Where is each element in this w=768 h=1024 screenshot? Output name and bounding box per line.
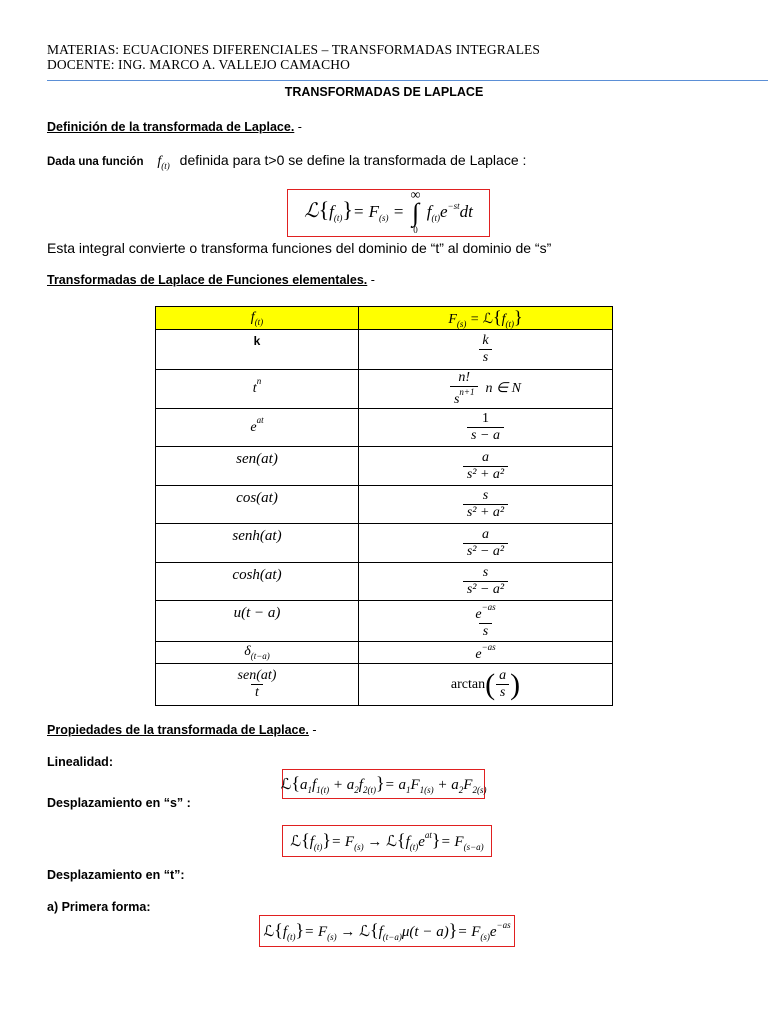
table-cell-F: $\frac{a}{\text{s² + a²}}$ — [359, 447, 613, 486]
table-cell-F: $\frac{s}{\text{s² + a²}}$ — [359, 486, 613, 524]
shift-t-formula: $ℒ\{f_{(t)}\}= F_{(s)}$ → $ℒ\{f_{(t-a)}\mu(t - a)\}= F_{(s)}e^{-as}$ — [263, 920, 511, 942]
table-row — [156, 447, 613, 486]
property-shift-s-label: Desplazamiento en “s” : — [47, 796, 191, 810]
table-cell-f: $\delta_{(t-a)}$ — [156, 642, 359, 664]
explanation-text: Esta integral convierte o transforma funciones del dominio de “t” al dominio de “s” — [47, 240, 552, 256]
table-cell-f: k — [156, 330, 359, 370]
first-form-label: a) Primera forma: — [47, 900, 151, 914]
shift-s-formula: $ℒ\{f_{(t)}\}= F_{(s)}$ → $ℒ\{f_{(t)}e^{at}\}= F_{(s-a)}$ — [290, 830, 484, 852]
table-note: n ∈ N — [485, 381, 522, 397]
table-row — [156, 664, 613, 706]
property-linealidad-label: Linealidad: — [47, 755, 113, 769]
laplace-transform-table — [155, 306, 613, 706]
definition-formula-box — [287, 189, 490, 237]
linearity-formula: $ℒ\{a_1f_{1(t)} + a_2f_{2(t)}\}= a_1F_{1(s)} + a_2F_{2(s)}$ — [280, 773, 487, 795]
laplace-definition-formula: $ℒ\{f_{(t)}\}= F_{(s)}$ = ∞ ∫ 0 $f_{(t)}e^{-st}dt$ — [304, 188, 473, 235]
table-cell-f: cos(at) — [156, 486, 359, 524]
intro-line — [47, 152, 526, 171]
header-teacher: DOCENTE: ING. MARCO A. VALLEJO CAMACHO — [47, 57, 350, 72]
header-rule — [47, 80, 768, 81]
table-cell-F: $\frac{s}{\text{s² − a²}}$ — [359, 563, 613, 601]
shift-s-formula-box — [282, 825, 492, 857]
header-subjects: MATERIAS: ECUACIONES DIFERENCIALES – TRANSFORMADAS INTEGRALES — [47, 42, 541, 57]
table-row — [156, 563, 613, 601]
table-header-row — [156, 307, 613, 330]
table-cell-F: $\frac{k}{s}$ — [359, 330, 613, 370]
table-row — [156, 524, 613, 563]
table-cell-f: senh(at) — [156, 524, 359, 563]
table-row — [156, 601, 613, 642]
section-definition-heading: Definición de la transformada de Laplace. - — [47, 120, 302, 134]
table-cell-f: $e^{at}$ — [156, 409, 359, 447]
table-row — [156, 370, 613, 409]
table-cell-f: cosh(at) — [156, 563, 359, 601]
table-cell-f: $\frac{\text{sen(at)}}{t}$ — [156, 664, 359, 706]
table-cell-f: sen(at) — [156, 447, 359, 486]
page-title: TRANSFORMADAS DE LAPLACE — [284, 85, 484, 99]
intro-text: definida para t>0 se define la transformada de Laplace : — [179, 152, 527, 168]
table-cell-F: $\frac{1}{s - a}$ — [359, 409, 613, 447]
table-cell-F: $e^{-as}$ — [359, 642, 613, 664]
intro-f-symbol: $f_{(t)}$ — [157, 154, 170, 171]
table-cell-f: $t^n$ — [156, 370, 359, 409]
table-cell-f: u(t − a) — [156, 601, 359, 642]
table-cell-F: $\frac{e^{-as}}{s}$ — [359, 601, 613, 642]
document-header — [47, 42, 540, 72]
table-cell-F: $\frac{n!}{s^{n+1}}$ n ∈ N — [359, 370, 613, 409]
table-row — [156, 330, 613, 370]
table-row — [156, 409, 613, 447]
table-row — [156, 486, 613, 524]
table-cell-F: arctan( $\frac{a}{s}$ ) — [359, 664, 613, 706]
intro-lead: Dada una función — [47, 156, 144, 168]
shift-t-formula-box — [259, 915, 515, 947]
table-header-f: $f_{(t)}$ — [156, 307, 359, 330]
section-elementary-heading: Transformadas de Laplace de Funciones elementales. - — [47, 273, 375, 287]
table-header-F: $F_{(s)}$ = $ℒ\{f_{(t)}\}$ — [359, 307, 613, 330]
property-shift-t-label: Desplazamiento en “t”: — [47, 868, 185, 882]
linearity-formula-box — [282, 769, 485, 799]
table-row — [156, 642, 613, 664]
section-properties-heading: Propiedades de la transformada de Laplace. - — [47, 723, 317, 737]
table-cell-F: $\frac{a}{\text{s² − a²}}$ — [359, 524, 613, 563]
